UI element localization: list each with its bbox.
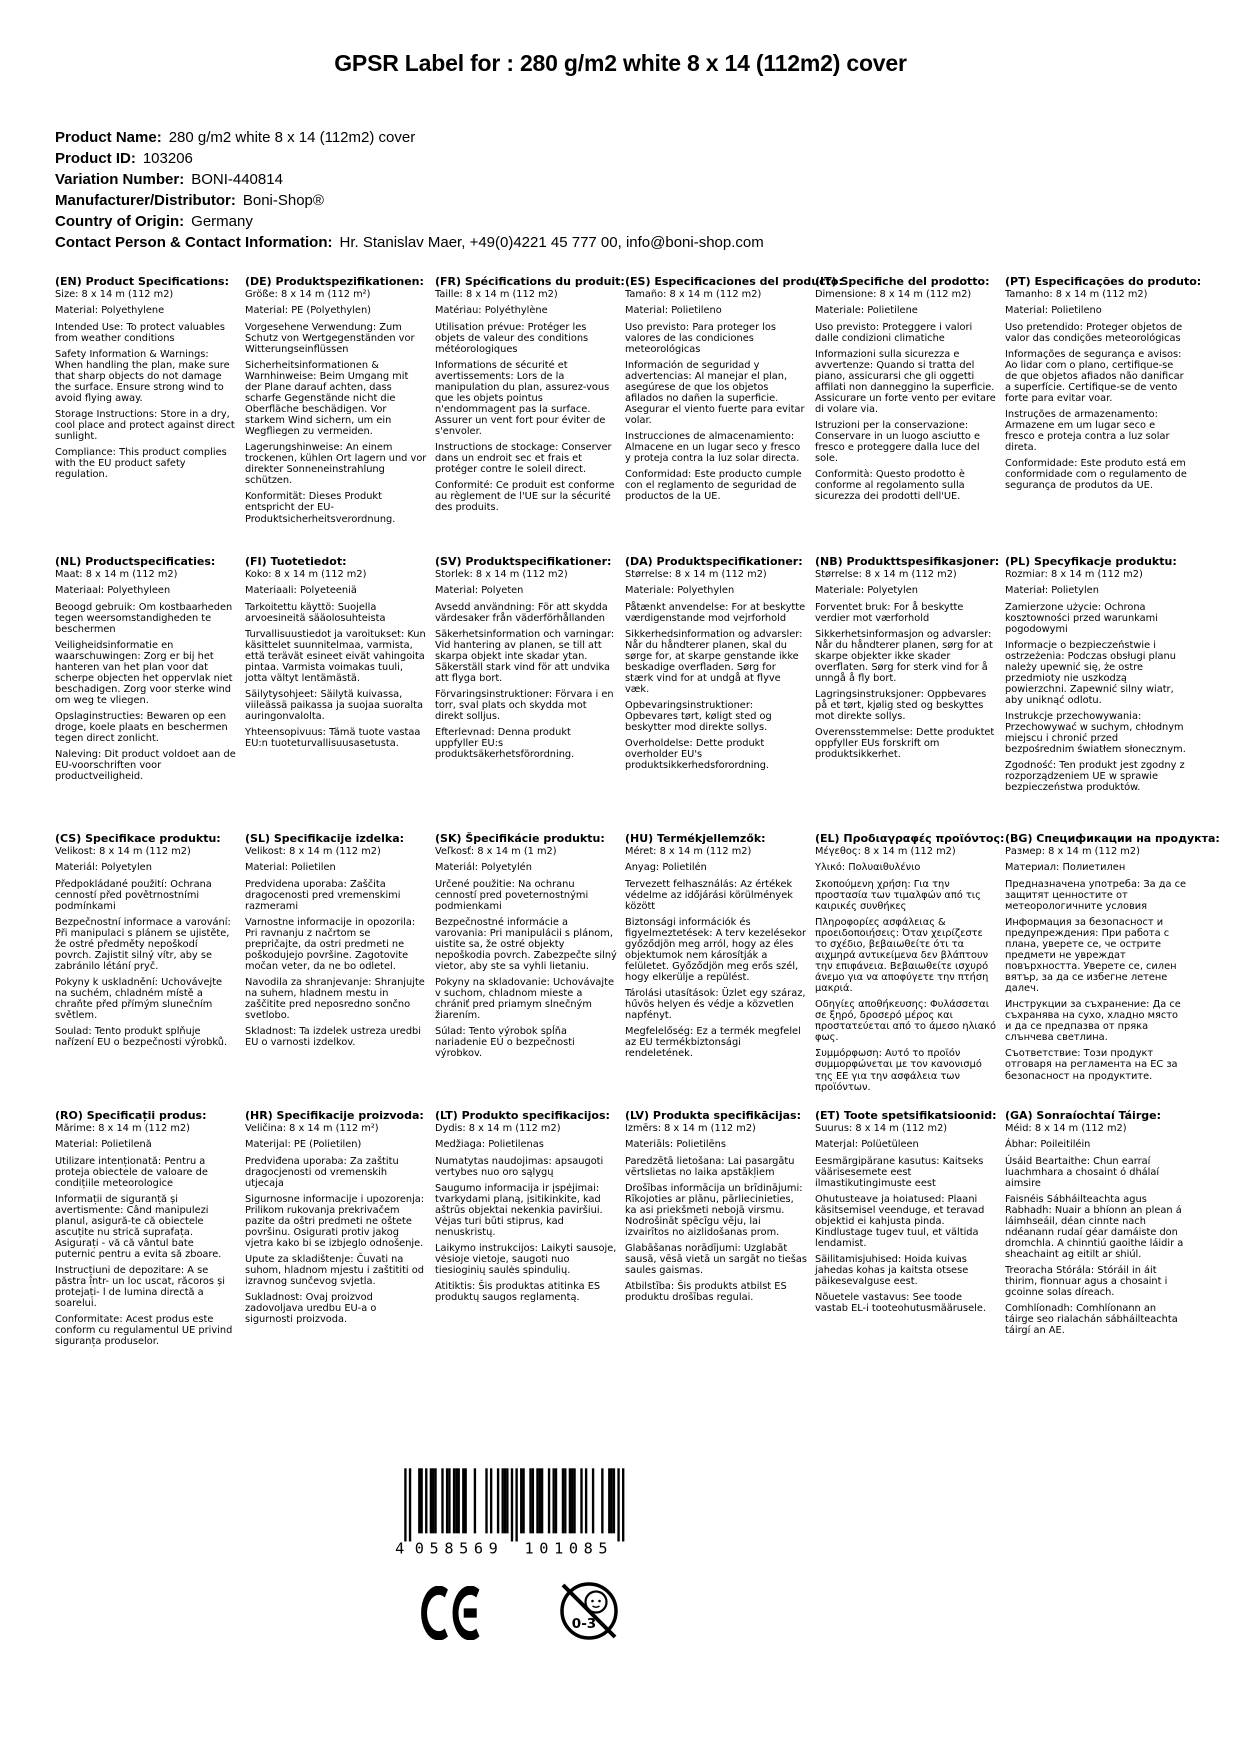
- spec-block-nl: [55, 556, 237, 833]
- spec-paragraph: Navodila za shranjevanje: Shranjujte na suhem, hladnem mestu in zaščitite pred neposredno sončno svetlobo.: [245, 977, 425, 1022]
- spec-block-nb: [815, 555, 1000, 833]
- spec-paragraph: Zgodność: Ten produkt jest zgodny z rozporządzeniem UE w sprawie bezpieczeństwa produktów.: [1005, 760, 1185, 794]
- spec-block-title: (NL) Productspecificaties:: [55, 555, 216, 568]
- spec-paragraph: Информация за безопасност и предупреждения: При работа с плана, уверете се, че острите предмети не увреждат повърхността. Уверете се, силен вятър, за да се избегне летене далеч.: [1005, 916, 1177, 995]
- spec-paragraph: Naleving: Dit product voldoet aan de EU-voorschriften voor productveiligheid.: [55, 749, 236, 783]
- spec-paragraph: Opslaginstructies: Bewaren op een droge, koele plaats en beschermen tegen direct zonlicht.: [55, 711, 228, 745]
- spec-paragraph: Predviđena uporaba: Za zaštitu dragocjenosti od vremenskih utjecaja: [245, 1155, 399, 1189]
- spec-block-pl: [1005, 556, 1187, 833]
- spec-paragraph: Instructions de stockage: Conserver dans un endroit sec et frais et protéger contre le soleil direct.: [435, 442, 612, 476]
- spec-paragraph: Materiál: Polyetylén: [435, 862, 532, 874]
- spec-grid: [55, 275, 1220, 1348]
- spec-paragraph: Material: PE (Polyethylen): [245, 305, 371, 317]
- product-info-row: [55, 148, 1155, 169]
- spec-paragraph: Saugumo informacija ir įspėjimai: tvarkydami planą, įsitikinkite, kad aštrūs objektai nekenkia paviršiui. Vėjas turi būti stiprus, kad nenuskristų.: [435, 1182, 603, 1238]
- spec-block-fr: [435, 275, 625, 556]
- product-info-label: Contact Person & Contact Information:: [55, 234, 333, 251]
- spec-paragraph: Съответствие: Този продукт отговаря на регламента на ЕС за безопасност на продуктите.: [1005, 1048, 1178, 1082]
- spec-paragraph: Vorgesehene Verwendung: Zum Schutz von Wertgegenständen vor Witterungseinflüssen: [245, 321, 415, 355]
- spec-paragraph: Größe: 8 x 14 m (112 m²): [245, 289, 371, 301]
- spec-block-title: (RO) Specificații produs:: [55, 1109, 207, 1122]
- spec-paragraph: Material: Polietileno: [1005, 305, 1102, 317]
- spec-paragraph: Tarkoitettu käyttö: Suojella arvoesineitä sääolosuhteista: [245, 601, 386, 624]
- product-info-row: [55, 232, 1155, 253]
- spec-paragraph: Drošības informācija un brīdinājumi: Rīkojoties ar plānu, pārliecinieties, ka asi priekšmeti nebojā virsmu. Nodrošināt spēcīgu vēju, lai izvairītos no aizlidošanas prom.: [625, 1182, 803, 1238]
- spec-paragraph: Sicherheitsinformationen & Warnhinweise: Beim Umgang mit der Plane darauf achten, dass scharfe Gegenstände nicht die Oberfläche beschädigen. Vor starkem Wind sichern, um ein Wegfliegen zu vermeiden.: [245, 359, 409, 438]
- spec-paragraph: Úsáid Beartaithe: Chun earraí luachmhara a chosaint ó dhálaí aimsire: [1005, 1155, 1160, 1189]
- spec-paragraph: Koko: 8 x 14 m (112 m2): [245, 569, 367, 581]
- spec-paragraph: Megfelelőség: Ez a termék megfelel az EU termékbiztonsági rendeletének.: [625, 1026, 801, 1060]
- spec-block-title: (DE) Produktspezifikationen:: [245, 275, 424, 288]
- spec-paragraph: Materiale: Polietilene: [815, 305, 918, 317]
- spec-paragraph: Säilytysohjeet: Säilytä kuivassa, viileässä paikassa ja suojaa suoralta auringonvalolta.: [245, 688, 423, 723]
- product-info-label: Country of Origin:: [55, 213, 185, 230]
- spec-paragraph: Material: Polyeten: [435, 585, 524, 597]
- product-info: [55, 127, 1155, 253]
- spec-paragraph: Súlad: Tento výrobok spĺňa nariadenie EÚ o bezpečnosti výrobkov.: [435, 1026, 575, 1060]
- spec-paragraph: Tamanho: 8 x 14 m (112 m2): [1005, 289, 1148, 301]
- barcode-left-group: 058569: [414, 1539, 504, 1556]
- spec-block-title: (PL) Specyfikacje produktu:: [1005, 555, 1177, 568]
- ean13-barcode: [390, 1468, 642, 1556]
- spec-paragraph: Beoogd gebruik: Om kostbaarheden tegen weersomstandigheden te beschermen: [55, 601, 233, 635]
- spec-paragraph: Συμμόρφωση: Αυτό το προϊόν συμμορφώνεται με τον κανονισμό της ΕΕ για την ασφάλεια των προϊόντων.: [815, 1048, 982, 1093]
- spec-paragraph: Conformitate: Acest produs este conform cu regulamentul UE privind siguranța produselor.: [55, 1314, 233, 1348]
- spec-paragraph: Ábhar: Poileitiléin: [1005, 1139, 1091, 1151]
- age-0-3-warning-icon: [556, 1578, 622, 1648]
- spec-paragraph: Materijal: PE (Polietilen): [245, 1139, 362, 1151]
- page-title: GPSR Label for : 280 g/m2 white 8 x 14 (112m2) cover: [334, 50, 907, 76]
- spec-paragraph: Izmērs: 8 x 14 m (112 m2): [625, 1123, 756, 1135]
- spec-paragraph: Atbilstība: Šis produkts atbilst ES produktu drošības regulai.: [625, 1281, 787, 1304]
- spec-paragraph: Storage Instructions: Store in a dry, cool place and protect against direct sunlight.: [55, 408, 235, 443]
- spec-paragraph: Overensstemmelse: Dette produktet oppfyller EUs forskrift om produktsikkerhet.: [815, 727, 995, 761]
- spec-paragraph: Informații de siguranță și avertismente: Când manipulezi planul, asigură-te că obiectele ascuțite nu strică suprafața. Asigurați - vă că vântul bate puternic pentru a evita să zboare.: [55, 1193, 222, 1261]
- spec-block-hr: [245, 1110, 427, 1348]
- spec-block-da: [625, 556, 807, 833]
- spec-paragraph: Размер: 8 x 14 m (112 m2): [1005, 846, 1140, 858]
- spec-paragraph: Velikost: 8 x 14 m (112 m2): [245, 846, 381, 858]
- spec-paragraph: Laikymo instrukcijos: Laikyti sausoje, vėsioje vietoje, saugoti nuo tiesioginių saulės spindulių.: [435, 1242, 617, 1277]
- spec-paragraph: Instruções de armazenamento: Armazene em um lugar seco e fresco e proteja contra a luz solar direta.: [1005, 408, 1170, 454]
- spec-paragraph: Conformidade: Este produto está em conformidade com o regulamento de segurança de produtos da UE.: [1005, 458, 1187, 492]
- spec-paragraph: Avsedd användning: För att skydda värdesaker från väderförhållanden: [435, 601, 608, 624]
- spec-paragraph: Overholdelse: Dette produkt overholder EU's produktsikkerhedsforordning.: [625, 738, 770, 772]
- spec-block-sv: [435, 556, 617, 833]
- spec-block-title: (ET) Toote spetsifikatsioonid:: [815, 1109, 997, 1122]
- spec-block-bg: [1005, 832, 1220, 1110]
- spec-paragraph: Glabāšanas norādījumi: Uzglabāt sausā, vēsā vietā un sargāt no tiešas saules gaismas.: [625, 1242, 807, 1277]
- spec-block-cs: [55, 833, 237, 1110]
- spec-paragraph: Material: Polietileno: [625, 305, 722, 317]
- spec-paragraph: Información de seguridad y advertencias: Al manejar el plan, asegúrese de que los objetos afilados no dañen la superficie. Asegurar el viento fuerte para evitar volar.: [625, 359, 805, 427]
- spec-block-pt: [1005, 275, 1202, 556]
- spec-paragraph: Πληροφορίες ασφάλειας & προειδοποιήσεις: Όταν χειρίζεστε το σχέδιο, βεβαιωθείτε ότι τα αιχμηρά αντικείμενα δεν βλάπτουν την επιφάνεια. Βεβαιωθείτε ισχυρό άνεμο για να αποφύγετε την πτήση μακριά.: [815, 916, 989, 995]
- spec-paragraph: Materiaali: Polyeteeniä: [245, 585, 357, 597]
- product-info-row: [55, 211, 1155, 232]
- spec-paragraph: Informações de segurança e avisos: Ao lidar com o plano, certifique-se de que objetos afiados não danificar a superfície. Certifique-se de vento forte para evitar voar.: [1005, 348, 1184, 404]
- spec-paragraph: Instrucțiuni de depozitare: A se păstra într- un loc uscat, răcoros și protejați- l de lumina directă a soarelui.: [55, 1265, 225, 1310]
- spec-paragraph: Μέγεθος: 8 x 14 m (112 m2): [815, 846, 956, 858]
- product-info-label: Manufacturer/Distributor:: [55, 192, 236, 209]
- spec-paragraph: Faisnéis Sábháilteachta agus Rabhadh: Nuair a bhíonn an plean á láimhseáil, déan cinnte nach ndéanann rudaí géar damáiste don dromchla. A chinntiú gaoithe láidir a sheachaint ag eitilt ar shiúl.: [1005, 1193, 1184, 1261]
- spec-paragraph: Safety Information & Warnings: When handling the plan, make sure that sharp objects do not damage the surface. Ensure strong wind to avoid flying away.: [55, 348, 230, 404]
- spec-paragraph: Инструкции за съхранение: Да се съхранява на сухо, хладно място и да се предпазва от пряка слънчева светлина.: [1005, 999, 1181, 1044]
- spec-paragraph: Οδηγίες αποθήκευσης: Φυλάσσεται σε ξηρό, δροσερό μέρος και προστατεύεται από το άμεσο ηλιακό φως.: [815, 999, 996, 1044]
- spec-paragraph: Medžiaga: Polietilenas: [435, 1139, 544, 1151]
- spec-paragraph: Istruzioni per la conservazione: Conservare in un luogo asciutto e fresco e proteggere dalla luce del sole.: [815, 420, 981, 465]
- spec-paragraph: Sikkerhetsinformasjon og advarsler: Når du håndterer planen, sørg for at skarpe objekter ikke skader overflaten. Sørg for sterk vind for å unngå å fly bort.: [815, 628, 993, 684]
- spec-paragraph: Säilitamisjuhised: Hoida kuivas jahedas kohas ja kaitsta otsese päikesevalguse eest.: [815, 1254, 969, 1288]
- spec-paragraph: Upute za skladištenje: Čuvati na suhom, hladnom mjestu i zaštititi od izravnog sunčevog svjetla.: [245, 1254, 424, 1288]
- spec-block-de: [245, 276, 427, 556]
- spec-paragraph: Conformità: Questo prodotto è conforme al regolamento sulla sicurezza dei prodotti dell'UE.: [815, 469, 965, 503]
- spec-paragraph: Informacje o bezpieczeństwie i ostrzeżenia: Podczas obsługi planu należy upewnić się, że ostre przedmioty nie uszkodzą powierzchni. Zapewnić silny wiatr, aby uniknąć odlotu.: [1005, 639, 1176, 707]
- spec-paragraph: Lagerungshinweise: An einem trockenen, kühlen Ort lagern und vor direkter Sonneneinstrahlung schützen.: [245, 442, 427, 487]
- spec-paragraph: Conformité: Ce produit est conforme au règlement de l'UE sur la sécurité des produits.: [435, 480, 615, 514]
- spec-paragraph: Pokyny k uskladnění: Uchovávejte na suchém, chladném místě a chraňte před přímým slunečním světlem.: [55, 977, 223, 1022]
- spec-paragraph: Säkerhetsinformation och varningar: Vid hantering av planen, se till att skarpa objekt inte skadar ytan. Säkerställ stark vind för att undvika att flyga bort.: [435, 628, 615, 684]
- spec-paragraph: Nõuetele vastavus: See toode vastab EL-i tooteohutusmäärusele.: [815, 1292, 986, 1315]
- spec-paragraph: Méret: 8 x 14 m (112 m2): [625, 846, 752, 858]
- spec-block-title: (NB) Produkttspesifikasjoner:: [815, 555, 1000, 568]
- spec-paragraph: Taille: 8 x 14 m (112 m2): [435, 289, 558, 301]
- spec-paragraph: Informazioni sulla sicurezza e avvertenze: Quando si tratta del piano, assicurarsi che gli oggetti affilati non danneggino la superficie. Assicurare un forte vento per evitare di volare via.: [815, 348, 996, 415]
- spec-paragraph: Tervezett felhasználás: Az értékek védelme az időjárási körülmények között: [625, 878, 793, 912]
- product-info-row: [55, 127, 1155, 148]
- product-info-label: Product ID:: [55, 150, 136, 167]
- spec-paragraph: Storlek: 8 x 14 m (112 m2): [435, 569, 568, 581]
- spec-paragraph: Tamaño: 8 x 14 m (112 m2): [625, 289, 762, 301]
- product-info-value: 280 g/m2 white 8 x 14 (112m2) cover: [168, 129, 416, 146]
- spec-paragraph: Instrucciones de almacenamiento: Almacene en un lugar seco y fresco y proteja contra la luz solar directa.: [625, 431, 801, 465]
- spec-paragraph: Materiale: Polyethylen: [625, 585, 735, 597]
- spec-paragraph: Size: 8 x 14 m (112 m2): [55, 289, 174, 301]
- spec-block-es: [625, 275, 843, 556]
- spec-paragraph: Compliance: This product complies with the EU product safety regulation.: [55, 447, 227, 481]
- spec-block-title: (FR) Spécifications du produit:: [435, 275, 625, 288]
- spec-paragraph: Sukladnost: Ovaj proizvod zadovoljava uredbu EU-a o sigurnosti proizvoda.: [245, 1292, 377, 1326]
- spec-block-en: [55, 276, 237, 556]
- spec-block-title: (HR) Specifikacije proizvoda:: [245, 1109, 424, 1122]
- spec-paragraph: Material: Polyethylene: [55, 305, 165, 317]
- spec-paragraph: Materiál: Polyetylen: [55, 862, 152, 874]
- spec-paragraph: Tárolási utasítások: Üzlet egy száraz, hűvös helyen és védje a közvetlen napfényt.: [625, 988, 806, 1022]
- spec-paragraph: Instrukcje przechowywania: Przechowywać w suchym, chłodnym miejscu i chronić przed bezpośrednim światłem słonecznym.: [1005, 711, 1186, 756]
- spec-paragraph: Σκοπούμενη χρήση: Για την προστασία των τιμαλφών από τις καιρικές συνθήκες: [815, 878, 981, 912]
- spec-paragraph: Intended Use: To protect valuables from weather conditions: [55, 321, 225, 344]
- spec-paragraph: Méid: 8 x 14 m (112 m2): [1005, 1123, 1127, 1135]
- spec-paragraph: Sikkerhedsinformation og advarsler: Når du håndterer planen, skal du sørge for, at skarpe genstande ikke beskadige overfladen. Sørg for stærk vind for at undgå at flyve væk.: [625, 628, 803, 695]
- spec-paragraph: Anyag: Polietilén: [625, 862, 707, 874]
- spec-paragraph: Материал: Полиетилен: [1005, 862, 1126, 874]
- spec-block-title: (FI) Tuotetiedot:: [245, 555, 347, 568]
- spec-paragraph: Matériau: Polyéthylène: [435, 305, 548, 317]
- spec-paragraph: Velikost: 8 x 14 m (112 m2): [55, 846, 191, 858]
- spec-paragraph: Materiał: Polietylen: [1005, 585, 1099, 597]
- spec-paragraph: Maat: 8 x 14 m (112 m2): [55, 569, 178, 581]
- spec-block-title: (EN) Product Specifications:: [55, 275, 229, 288]
- spec-paragraph: Veličina: 8 x 14 m (112 m²): [245, 1123, 379, 1135]
- spec-paragraph: Dimensione: 8 x 14 m (112 m2): [815, 289, 972, 301]
- spec-paragraph: Efterlevnad: Denna produkt uppfyller EU:s produktsäkerhetsförordning.: [435, 727, 575, 761]
- spec-paragraph: Materiale: Polyetylen: [815, 585, 918, 597]
- product-info-value: Boni-Shop®: [242, 192, 324, 209]
- spec-paragraph: Materiāls: Polietilēns: [625, 1139, 726, 1151]
- spec-block-fi: [245, 556, 427, 833]
- spec-paragraph: Předpokládané použití: Ochrana cenností před povětrnostními podmínkami: [55, 878, 212, 912]
- product-info-value: Germany: [191, 213, 253, 230]
- spec-paragraph: Υλικό: Πολυαιθυλένιο: [815, 862, 921, 874]
- spec-paragraph: Mărime: 8 x 14 m (112 m2): [55, 1123, 190, 1135]
- spec-paragraph: Eesmärgipärane kasutus: Kaitseks väärisesemete eest ilmastikutingimuste eest: [815, 1155, 984, 1189]
- spec-paragraph: Určené použitie: Na ochranu cenností pred poveternostnými podmienkami: [435, 878, 589, 912]
- spec-paragraph: Rozmiar: 8 x 14 m (112 m2): [1005, 569, 1143, 581]
- footer: [0, 1460, 1241, 1754]
- spec-paragraph: Numatytas naudojimas: apsaugoti vertybes nuo oro sąlygų: [435, 1155, 604, 1178]
- spec-paragraph: Varnostne informacije in opozorila: Pri ravnanju z načrtom se prepričajte, da ostri predmeti ne poškodujejo površine. Zagotovite močan veter, da ne bo odletel.: [245, 916, 416, 972]
- spec-paragraph: Suurus: 8 x 14 m (112 m2): [815, 1123, 948, 1135]
- product-info-value: 103206: [142, 150, 193, 167]
- spec-paragraph: Förvaringsinstruktioner: Förvara i en torr, sval plats och skydda mot direkt solljus.: [435, 688, 614, 723]
- spec-paragraph: Conformidad: Este producto cumple con el reglamento de seguridad de productos de la UE.: [625, 469, 802, 503]
- spec-block-title: (DA) Produktspecifikationer:: [625, 555, 803, 568]
- spec-paragraph: Material: Polietilen: [245, 862, 336, 874]
- spec-paragraph: Zamierzone użycie: Ochrona kosztowności przed warunkami pogodowymi: [1005, 601, 1158, 635]
- spec-paragraph: Lagringsinstruksjoner: Oppbevares på et tørt, kjølig sted og beskyttes mot direkte sollys.: [815, 688, 987, 723]
- spec-paragraph: Konformität: Dieses Produkt entspricht der EU-Produktsicherheitsverordnung.: [245, 491, 396, 525]
- product-info-value: Hr. Stanislav Maer, +49(0)4221 45 777 00, info@boni-shop.com: [339, 234, 764, 251]
- spec-block-title: (IT) Specifiche del prodotto:: [815, 275, 990, 288]
- spec-paragraph: Materjal: Polüetüleen: [815, 1139, 919, 1151]
- product-info-label: Variation Number:: [55, 171, 185, 188]
- spec-paragraph: Soulad: Tento produkt splňuje nařízení EU o bezpečnosti výrobků.: [55, 1026, 228, 1049]
- ce-mark-icon: [416, 1586, 480, 1644]
- spec-paragraph: Veľkosť: 8 x 14 m (1 m2): [435, 846, 557, 858]
- product-info-label: Product Name:: [55, 129, 162, 146]
- spec-paragraph: Veiligheidsinformatie en waarschuwingen: Zorg er bij het hanteren van het plan voor dat scherpe objecten het oppervlak niet beschadigen. Zorg voor sterke wind om weg te vliegen.: [55, 639, 233, 707]
- spec-block-title: (GA) Sonraíochtaí Táirge:: [1005, 1109, 1161, 1122]
- spec-block-lt: [435, 1110, 617, 1348]
- spec-block-ro: [55, 1110, 237, 1348]
- spec-block-sl: [245, 833, 427, 1110]
- product-info-row: [55, 169, 1155, 190]
- spec-paragraph: Ohutusteave ja hoiatused: Plaani käsitsemisel veenduge, et teravad objektid ei kahjusta pinda. Kindlustage tugev tuul, et vältida lendamist.: [815, 1193, 985, 1249]
- spec-block-title: (CS) Specifikace produktu:: [55, 832, 221, 845]
- spec-paragraph: Uso previsto: Para proteger los valores de las condiciones meteorológicas: [625, 321, 777, 355]
- spec-paragraph: Предназначена употреба: За да се защитят ценностите от метеорологичните условия: [1005, 878, 1187, 912]
- spec-paragraph: Predvidena uporaba: Zaščita dragocenosti pred vremenskimi razmerami: [245, 878, 401, 912]
- spec-block-title: (SK) Špecifikácie produktu:: [435, 832, 605, 845]
- spec-block-et: [815, 1110, 997, 1348]
- product-info-row: [55, 190, 1155, 211]
- spec-paragraph: Informations de sécurité et avertissements: Lors de la manipulation du plan, assurez-vous que les objets pointus n'endommagent pas la surface. Assurer un vent fort pour éviter de s'envoler.: [435, 359, 610, 438]
- spec-paragraph: Dydis: 8 x 14 m (112 m2): [435, 1123, 561, 1135]
- spec-block-title: (EL) Προδιαγραφές προϊόντος:: [815, 832, 1005, 845]
- spec-paragraph: Utilizare intenționată: Pentru a proteja obiectele de valoare de condițiile meteorologice: [55, 1155, 208, 1189]
- spec-block-ga: [1005, 1110, 1187, 1348]
- age-warning-label: 0-3: [571, 1616, 597, 1632]
- spec-block-title: (PT) Especificações do produto:: [1005, 275, 1202, 288]
- spec-paragraph: Materiaal: Polyethyleen: [55, 585, 171, 597]
- spec-paragraph: Forventet bruk: For å beskytte verdier mot værforhold: [815, 601, 964, 624]
- spec-paragraph: Yhteensopivuus: Tämä tuote vastaa EU:n tuoteturvallisuusasetusta.: [245, 727, 421, 750]
- barcode-first-digit: 4: [395, 1539, 405, 1556]
- spec-paragraph: Paredzētā lietošana: Lai pasargātu vērtslietas no laika apstākļiem: [625, 1155, 795, 1178]
- spec-paragraph: Turvallisuustiedot ja varoitukset: Kun käsittelet suunnitelmaa, varmista, että terävät esineet eivät vahingoita pintaa. Varmista voimakas tuuli, jotta vältyt lentämästä.: [245, 628, 426, 684]
- spec-block-it: [815, 276, 997, 556]
- spec-paragraph: Material: Polietilenă: [55, 1139, 152, 1151]
- spec-paragraph: Uso pretendido: Proteger objetos de valor das condições meteorológicas: [1005, 321, 1183, 344]
- spec-block-hu: [625, 833, 807, 1110]
- spec-block-title: (SV) Produktspecifikationer:: [435, 555, 612, 568]
- spec-paragraph: Sigurnosne informacije i upozorenja: Prilikom rukovanja prekrivačem pazite da oštri predmeti ne oštete površinu. Osigurati protiv jakog vjetra kako bi se izbjeglo odnošenje.: [245, 1193, 425, 1249]
- spec-paragraph: Comhlíonadh: Comhlíonann an táirge seo rialachán sábháilteachta táirgí an AE.: [1005, 1303, 1178, 1337]
- spec-paragraph: Utilisation prévue: Protéger les objets de valeur des conditions météorologiques: [435, 321, 589, 355]
- barcode-right-group: 101085: [524, 1539, 614, 1556]
- spec-block-lv: [625, 1110, 807, 1348]
- spec-block-title: (BG) Спецификации на продукта:: [1005, 832, 1220, 845]
- spec-block-title: (LV) Produkta specifikācijas:: [625, 1109, 801, 1122]
- barcode-bars: [404, 1468, 624, 1541]
- spec-paragraph: Påtænkt anvendelse: For at beskytte værdigenstande mod vejrforhold: [625, 601, 806, 624]
- spec-paragraph: Atitiktis: Šis produktas atitinka ES produktų saugos reglamentą.: [435, 1281, 601, 1304]
- spec-block-sk: [435, 833, 617, 1110]
- spec-paragraph: Treoracha Stórála: Stóráil in áit thirim, fionnuar agus a chosaint i gcoinne solas díreach.: [1005, 1265, 1168, 1299]
- spec-block-title: (LT) Produkto specifikacijos:: [435, 1109, 610, 1122]
- product-info-value: BONI-440814: [191, 171, 283, 188]
- spec-block-title: (ES) Especificaciones del producto:: [625, 275, 843, 288]
- spec-block-el: [815, 832, 1005, 1110]
- spec-paragraph: Opbevaringsinstruktioner: Opbevares tørt, køligt sted og beskytter mod direkte sollys.: [625, 700, 772, 734]
- spec-paragraph: Bezpečnostné informácie a varovania: Pri manipulácii s plánom, uistite sa, že ostré objekty nepoškodia povrch. Zabezpečte silný vietor, aby ste sa vyhli lietaniu.: [435, 916, 617, 972]
- spec-paragraph: Biztonsági információk és figyelmeztetések: A terv kezelésekor győződjön meg arról, hogy az éles objektumok nem károsítják a felületet. Győződjön meg erős szél, hogy elkerülje a repülést.: [625, 916, 806, 984]
- spec-paragraph: Uso previsto: Proteggere i valori dalle condizioni climatiche: [815, 321, 973, 344]
- spec-paragraph: Skladnost: Ta izdelek ustreza uredbi EU o varnosti izdelkov.: [245, 1026, 421, 1049]
- spec-paragraph: Størrelse: 8 x 14 m (112 m2): [815, 569, 957, 581]
- spec-block-title: (HU) Termékjellemzők:: [625, 832, 766, 845]
- spec-block-title: (SL) Specifikacije izdelka:: [245, 832, 405, 845]
- spec-paragraph: Pokyny na skladovanie: Uchovávajte v suchom, chladnom mieste a chrániť pred priamym slnečným žiarením.: [435, 977, 614, 1022]
- spec-paragraph: Størrelse: 8 x 14 m (112 m2): [625, 569, 767, 581]
- spec-paragraph: Bezpečnostní informace a varování: Při manipulaci s plánem se ujistěte, že ostré předměty nepoškodí povrch. Zajistit silný vítr, aby se zabránilo létání pryč.: [55, 916, 231, 972]
